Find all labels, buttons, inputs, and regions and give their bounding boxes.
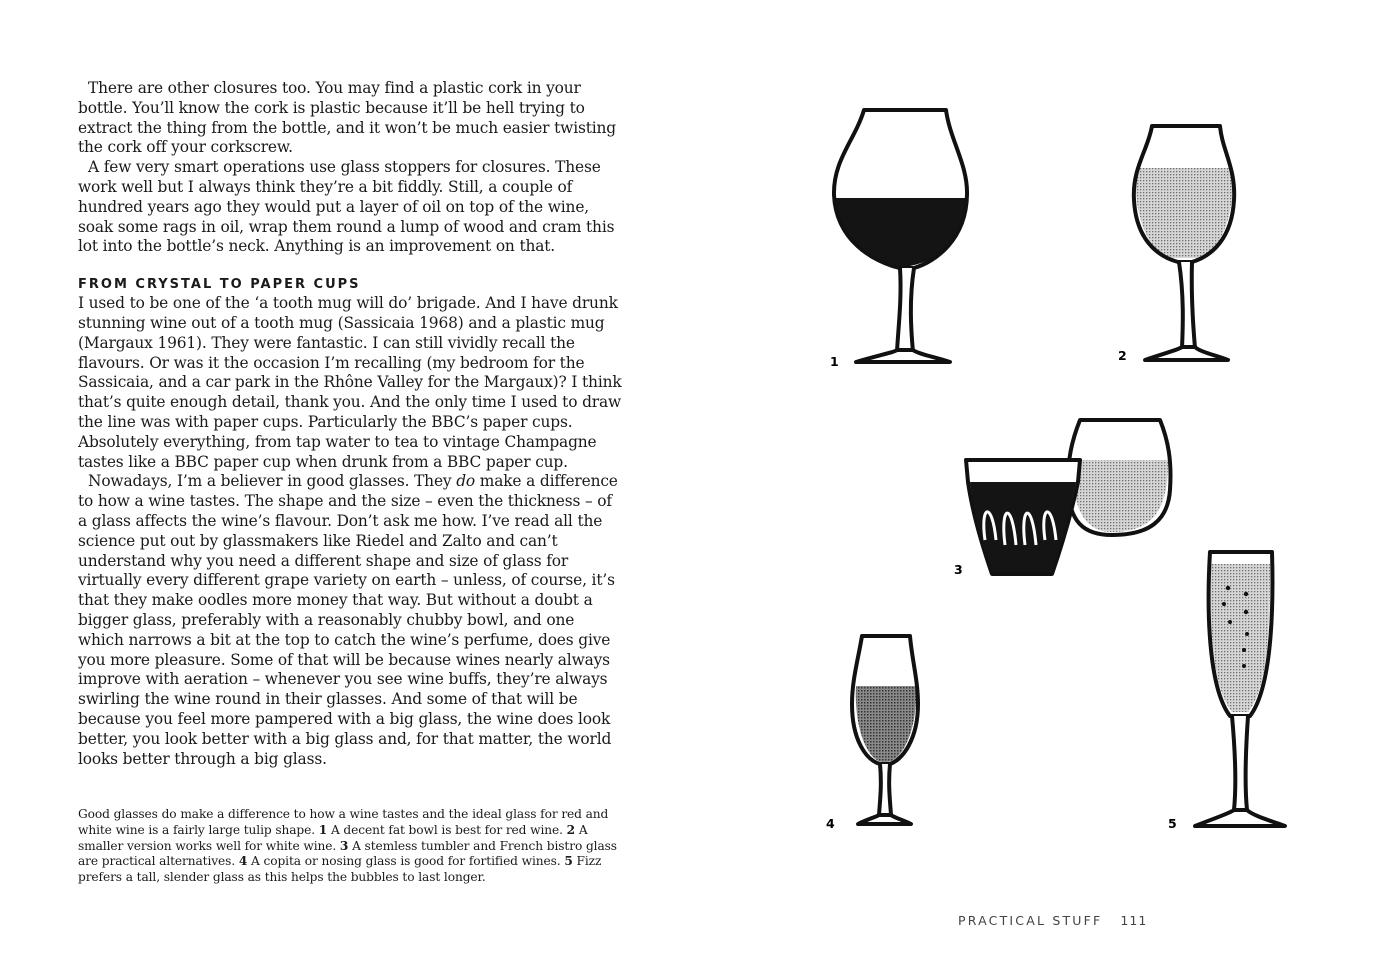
paragraph-4-end: make a difference to how a wine tastes. The shape and the size – even the thickness – of a glass affects the wine’s flavour. Don’t ask me how. I’ve read all the science put out by glassmakers like Riedel and Zalto and can’t understand why you need a different shape and size of glass for virtually every different grape variety on earth – unless, of course, it’s that they make oodles more money that way. But without a doubt a bigger glass, preferably with a reasonably chubby bowl, and one which narrows a bit at the top to catch the wine’s perfume, does give you more pleasure. Some of that will be because wines nearly always improve with aeration – whenever you see wine buffs, they’re always swirling the wine round in their glasses. And some of that will be because you feel more pampered with a big glass, the wine does look better, you look better with a big glass and, for that matter, the world looks better through a big glass. xyxy=(78,472,618,768)
paragraph-4-start: Nowadays, I’m a believer in good glasses. They xyxy=(88,472,457,491)
glass-label-2: 2 xyxy=(1118,348,1127,363)
caption-num-5: 5 xyxy=(564,854,573,869)
glass-5-flute-icon xyxy=(1168,552,1285,831)
glass-2-white-wine-icon xyxy=(1118,126,1234,363)
caption-num-1: 1 xyxy=(318,822,328,837)
glass-label-5: 5 xyxy=(1168,816,1177,831)
running-footer-section: PRACTICAL STUFF xyxy=(958,913,1103,928)
caption-num-4: 4 xyxy=(238,854,248,869)
glass-3-tumbler-icon xyxy=(954,420,1171,577)
page-footer xyxy=(958,913,1147,928)
glass-label-4: 4 xyxy=(826,816,835,831)
body-paragraph-1: There are other closures too. You may find a plastic cork in your bottle. You’ll know the cork is plastic because it’ll be hell trying to extract the thing from the bottle, and it won’t be much easier twisting the cork off your corkscrew. xyxy=(78,79,616,157)
caption-text-1: A decent fat bowl is best for red wine. xyxy=(327,822,567,837)
caption-num-2: 2 xyxy=(566,822,576,837)
caption-text-2: A smaller version works well for white wine. xyxy=(78,822,588,853)
glass-1-red-wine-icon xyxy=(830,110,967,369)
body-paragraph-2: A few very smart operations use glass stoppers for closures. These work well but I always think they’re a bit fiddly. Still, a couple of hundred years ago they would put a layer of oil on top of the wine, soak some rags in oil, wrap them round a lump of wood and cram this lot into the bottle’s neck. Anything is an improvement on that. xyxy=(78,158,615,256)
caption-intro: Good glasses do make a difference to how a wine tastes and the ideal glass for red and white wine is a fairly large tulip shape. xyxy=(78,807,609,837)
glass-4-copita-icon xyxy=(826,636,918,831)
glass-label-1: 1 xyxy=(830,354,839,369)
emphasis-do: do xyxy=(456,472,476,491)
body-paragraph-3: I used to be one of the ‘a tooth mug will do’ brigade. And I have drunk stunning wine out of a tooth mug (Sassicaia 1968) and a plastic mug (Margaux 1961). They were fantastic. I can still vividly recall the flavours. Or was it the occasion I’m recalling (my bedroom for the Sassicaia, and a car park in the Rhône Valley for the Margaux)? I think that’s quite enough detail, thank you. And the only time I used to draw the line was with paper cups. Particularly the BBC’s paper cups. Absolutely everything, from tap water to tea to vintage Champagne tastes like a BBC paper cup when drunk from a BBC paper cup. xyxy=(78,294,622,471)
caption-text-4: A copita or nosing glass is good for fortified wines. xyxy=(247,854,565,869)
caption-num-3: 3 xyxy=(339,838,349,853)
page-number: 111 xyxy=(1120,913,1148,928)
glass-label-3: 3 xyxy=(954,562,963,577)
section-heading: FROM CRYSTAL TO PAPER CUPS xyxy=(78,277,361,293)
caption-text-5: Fizz prefers a tall, slender glass as this helps the bubbles to last longer. xyxy=(78,854,602,885)
caption-text-3: A stemless tumbler and French bistro glass are practical alternatives. xyxy=(78,838,617,869)
